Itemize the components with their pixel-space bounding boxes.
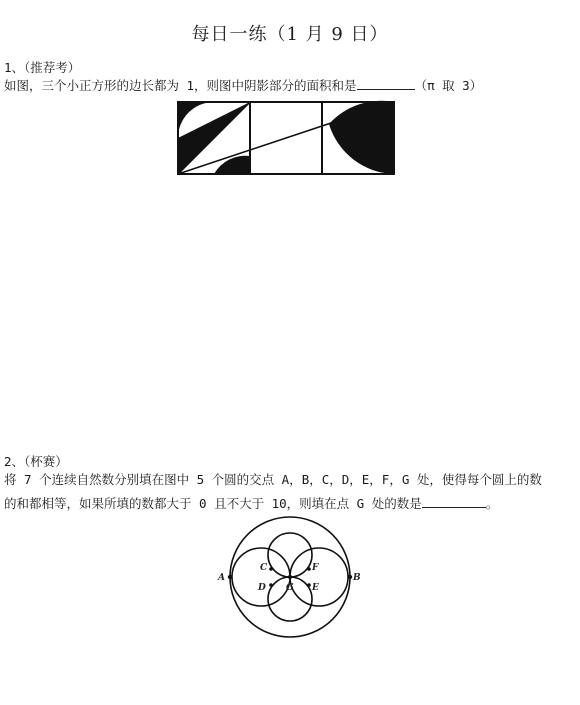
question-2-period: 。	[485, 496, 499, 511]
question-2-heading: 2、（杯赛）	[4, 454, 68, 469]
point-a	[228, 575, 232, 579]
question-1-text-main: 如图，三个小正方形的边长都为 1，则图中阴影部分的面积和是	[4, 78, 357, 93]
label-a: A	[218, 573, 225, 583]
question-1-note: （π 取 3）	[414, 78, 483, 93]
point-g	[288, 575, 292, 579]
right-circle	[290, 548, 348, 606]
point-e	[307, 583, 311, 587]
label-f: F	[312, 563, 319, 573]
question-1-heading: 1、（推荐考）	[4, 60, 81, 75]
page-title: 每日一练（1 月 9 日）	[191, 24, 389, 45]
point-b	[348, 575, 352, 579]
question-2-answer-blank[interactable]	[422, 495, 486, 508]
label-b: B	[353, 573, 361, 583]
three-squares-figure	[176, 100, 400, 178]
question-1-text	[4, 74, 482, 98]
shaded-region-bottom	[214, 156, 250, 174]
label-c: C	[260, 563, 268, 573]
question-2-line-1: 将 7 个连续自然数分别填在图中 5 个圆的交点 A，B，C，D，E，F，G 处，使得每个圆上的数	[4, 472, 542, 487]
label-e: E	[312, 583, 319, 593]
label-g: G	[286, 583, 294, 593]
left-circle	[232, 548, 290, 606]
point-f	[307, 567, 311, 571]
point-c	[269, 567, 273, 571]
point-d	[269, 583, 273, 587]
question-2-line-2-main: 的和都相等，如果所填的数都大于 0 且不大于 10，则填在点 G 处的数是	[4, 496, 422, 511]
label-d: D	[258, 583, 266, 593]
five-circles-figure	[216, 514, 366, 640]
question-1-answer-blank[interactable]	[357, 77, 415, 90]
shaded-region-right	[329, 101, 394, 174]
question-2-line-2	[4, 492, 498, 516]
